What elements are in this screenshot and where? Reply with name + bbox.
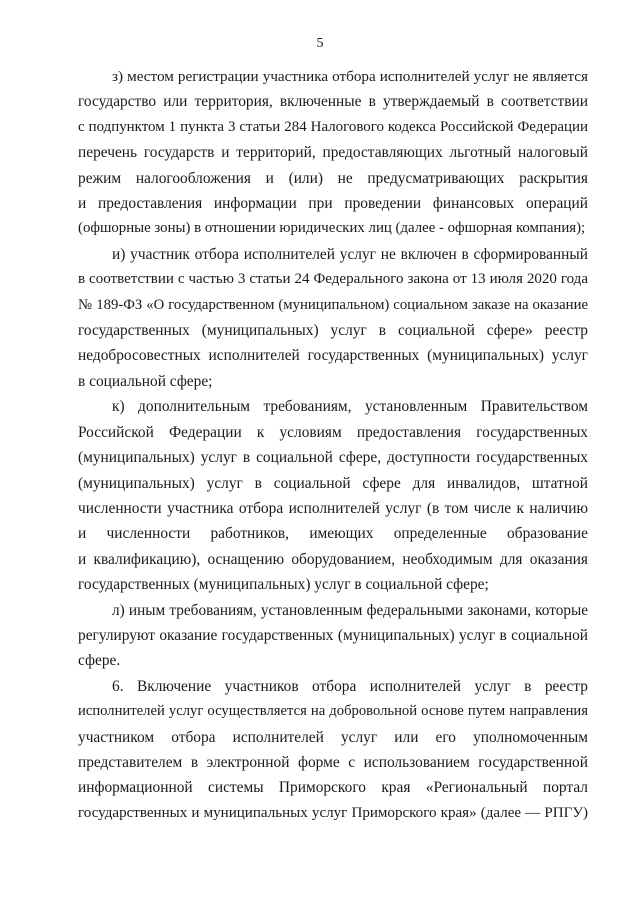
text-line: к) дополнительным требованиям, установленным Правительством bbox=[112, 398, 588, 416]
text-line: представителем в электронной форме с использованием государственной bbox=[78, 753, 588, 771]
text-line: 6. Включение участников отбора исполнителей услуг в реестр bbox=[112, 677, 588, 695]
text-line: и численности работников, имеющих определенные образование bbox=[78, 525, 588, 543]
text-line: с подпунктом 1 пункта 3 статьи 284 Налогового кодекса Российской Федерации bbox=[78, 118, 588, 135]
text-line: (офшорные зоны) в отношении юридических лиц (далее - офшорная компания); bbox=[78, 220, 586, 237]
text-line: (муниципальных) услуг в социальной сфере, доступности государственных bbox=[78, 449, 588, 467]
text-line: № 189-ФЗ «О государственном (муниципальном) социальном заказе на оказание bbox=[78, 296, 588, 313]
paragraph-i bbox=[78, 242, 588, 394]
text-line: (муниципальных) услуг в социальной сфере для инвалидов, штатной bbox=[78, 474, 588, 492]
text-line: в социальной сфере; bbox=[78, 372, 213, 390]
text-line: режим налогообложения и (или) не предусматривающих раскрытия bbox=[78, 169, 588, 187]
text-line: участником отбора исполнителей услуг или его уполномоченным bbox=[78, 728, 588, 746]
paragraph-z bbox=[78, 64, 588, 242]
text-line: государственных (муниципальных) услуг в социальной сфере» реестр bbox=[78, 322, 588, 340]
text-line: государственных и муниципальных услуг Приморского края» (далее — РПГУ) bbox=[78, 804, 588, 821]
text-line: и) участник отбора исполнителей услуг не включен в сформированный bbox=[112, 245, 588, 263]
paragraph-l bbox=[78, 598, 588, 674]
paragraph-p6 bbox=[78, 674, 588, 826]
text-line: и предоставления информации при проведении финансовых операций bbox=[78, 195, 588, 213]
document-body bbox=[78, 64, 588, 826]
text-line: сфере. bbox=[78, 652, 121, 670]
text-line: информационной системы Приморского края «Региональный портал bbox=[78, 779, 588, 797]
text-line: Российской Федерации к условиям предоставления государственных bbox=[78, 423, 588, 441]
text-line: регулируют оказание государственных (муниципальных) услуг в социальной bbox=[78, 626, 588, 644]
text-line: в соответствии с частью 3 статьи 24 Федерального закона от 13 июля 2020 года bbox=[78, 271, 588, 288]
text-line: государство или территория, включенные в утверждаемый в соответствии bbox=[78, 93, 588, 111]
text-line: л) иным требованиям, установленным федеральными законами, которые bbox=[112, 601, 588, 619]
page-number: 5 bbox=[316, 36, 324, 51]
text-line: государственных (муниципальных) услуг в социальной сфере; bbox=[78, 576, 489, 594]
text-line: исполнителей услуг осуществляется на добровольной основе путем направления bbox=[78, 703, 588, 720]
text-line: численности участника отбора исполнителей услуг (в том числе к наличию bbox=[78, 499, 588, 517]
paragraph-k bbox=[78, 394, 588, 597]
text-line: перечень государств и территорий, предоставляющих льготный налоговый bbox=[78, 144, 588, 162]
text-line: и квалификацию), оснащению оборудованием, необходимым для оказания bbox=[78, 550, 588, 568]
text-line: з) местом регистрации участника отбора исполнителей услуг не является bbox=[112, 68, 588, 85]
text-line: недобросовестных исполнителей государственных (муниципальных) услуг bbox=[78, 347, 588, 365]
